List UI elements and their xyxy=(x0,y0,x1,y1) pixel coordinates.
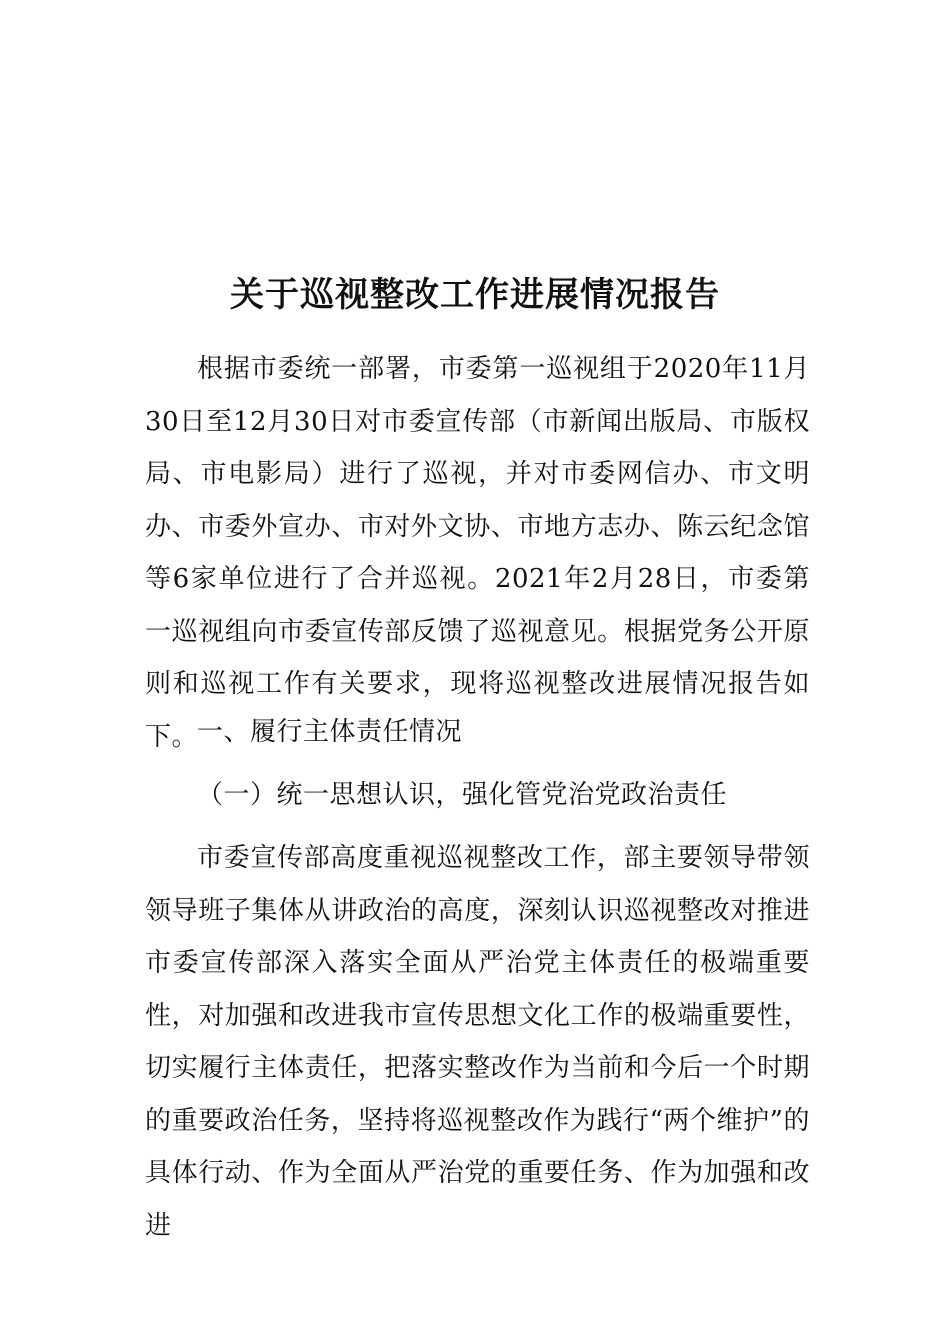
body-paragraph: 市委宣传部高度重视巡视整改工作，部主要领导带领领导班子集体从讲政治的高度，深刻认识巡视整改对推进市委宣传部深入落实全面从严治党主体责任的极端重要性，对加强和改进我市宣传思想文化工作的极端重要性，切实履行主体责任，把落实整改作为当前和今后一个时期的重要政治任务，坚持将巡视整改作为践行“两个维护”的具体行动、作为全面从严治党的重要任务、作为加强和改进 xyxy=(145,843,810,1241)
document-title: 关于巡视整改工作进展情况报告 xyxy=(230,275,720,315)
section-heading: 一、履行主体责任情况 xyxy=(197,717,463,747)
intro-paragraph: 根据市委统一部署，市委第一巡视组于2020年11月30日至12月30日对市委宣传部（市新闻出版局、市版权局、市电影局）进行了巡视，并对市委网信办、市文明办、市委外宣办、市对外文协、市地方志办、陈云纪念馆等6家单位进行了合并巡视。2021年2月28日，市委第一巡视组向市委宣传部反馈了巡视意见。根据党务公开原则和巡视工作有关要求，现将巡视整改进展情况报告如下。 xyxy=(145,354,810,752)
subsection-heading: （一）统一思想认识，强化管党治党政治责任 xyxy=(197,780,728,810)
